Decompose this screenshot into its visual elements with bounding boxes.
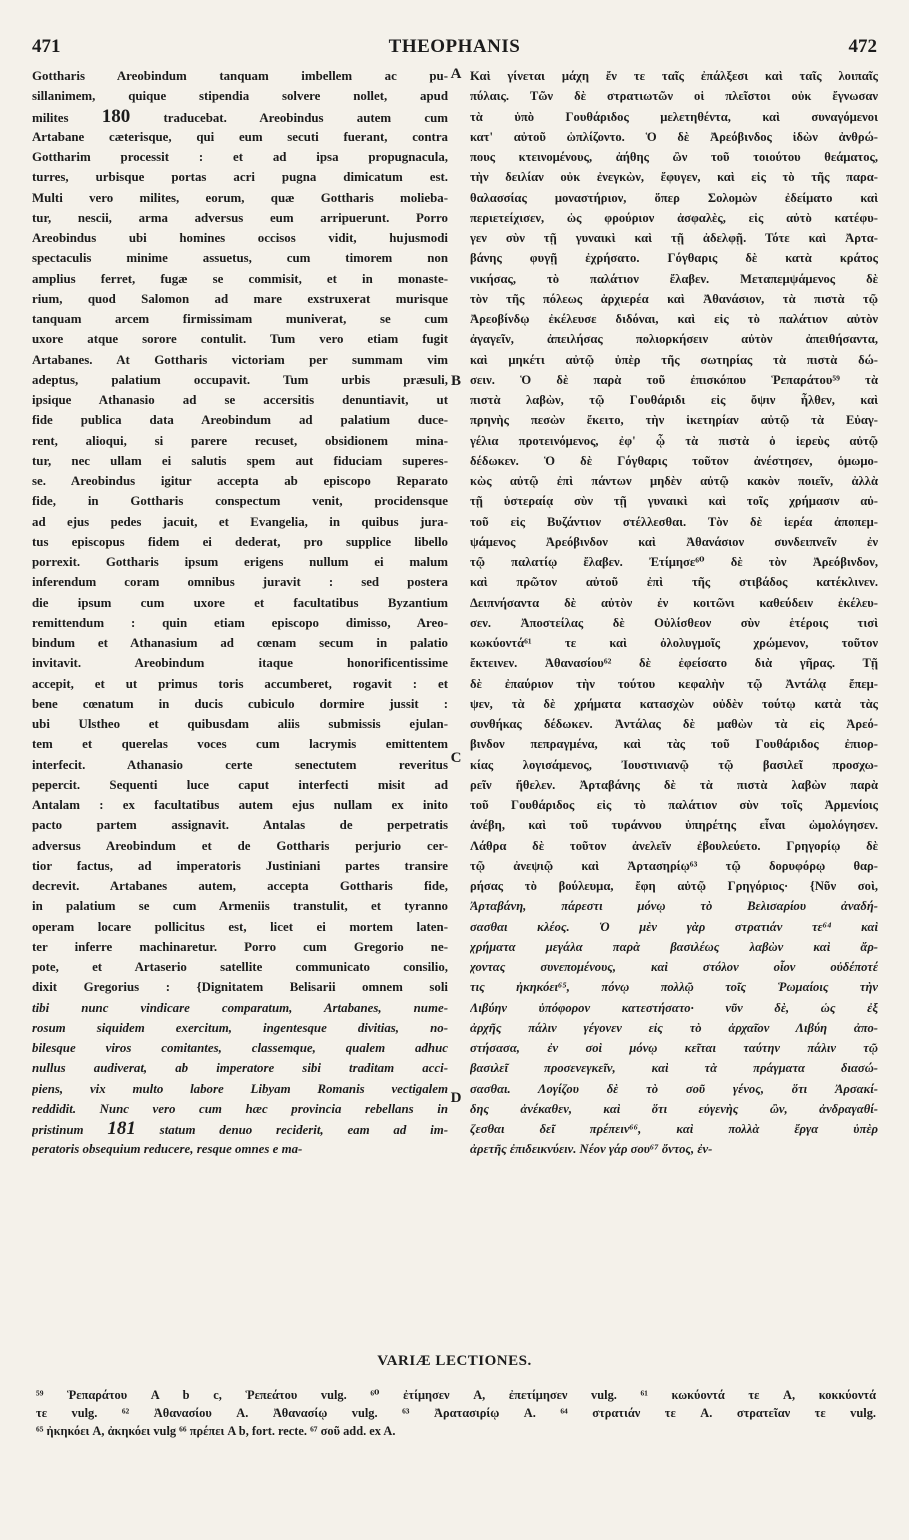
latin-line: bindum et Athanasium ad cœnam secum in palatio <box>32 636 448 650</box>
greek-line: στήσασα, ἐν σοὶ μόνῳ κεῖται ταύτην πάλιν τῷ <box>470 1041 878 1055</box>
latin-line: pepercit. Sequenti luce caput interfecti misit ad <box>32 777 448 792</box>
greek-line: ἔκτεινεν. Ἀθανασίου⁶² δὲ ἐφείσατο διὰ γῆρας. Τῇ <box>470 656 878 671</box>
latin-line: tur, nec ullam ei salutis spem aut fiduciam superes- <box>32 453 448 468</box>
latin-line: turres, urbisque portas acri pugna dimicatum est. <box>32 170 448 185</box>
latin-line: accepit, et ut primus toris accumberet, rogavit : et <box>32 676 448 691</box>
latin-line: rent, alioqui, si parere recuset, obsidionem mina- <box>32 433 448 448</box>
greek-line: Ἀρταβάνη, πάρεστι μόνῳ τὸ Βελισαρίου ἀναδή- <box>470 899 878 914</box>
greek-line: σασθαι κλέος. Ὁ μὲν γὰρ στρατιάν τε⁶⁴ καὶ <box>470 919 878 934</box>
greek-line: χοντας συνεπομένους, καὶ στόλον οἷον οὐδέποτέ <box>470 960 878 974</box>
greek-line: βινδον πεπραγμένα, καὶ τὰς τοῦ Γουθάριδος ἐπιορ- <box>470 737 878 752</box>
greek-line: τῇ ὑστεραίᾳ σὺν τῇ γυναικὶ καὶ τοῖς χρήμασιν αὐ- <box>470 494 878 509</box>
greek-line: δέδωκεν. Ὁ δὲ Γόγθαρις τοῦτον ἀνέστησεν, ὁμωμο- <box>470 453 878 468</box>
latin-line: Artabane cæterisque, qui eum secuti fuerant, contra <box>32 129 448 144</box>
latin-line: tior factus, ad imperatoris Justiniani partes transire <box>32 858 448 873</box>
latin-line: uxore atque sorore contulit. Tum vero etiam fugit <box>32 332 448 347</box>
latin-line: se. Areobindus igitur accepta ab episcopo Reparato <box>32 474 448 488</box>
variae-line: ⁶⁵ ἠκηκόει A, ἀκηκόει vulg ⁶⁶ πρέπει A b, fort. recte. ⁶⁷ σοῦ add. ex A. <box>36 1424 396 1438</box>
latin-line: nullus audiverat, ab imperatore sibi traditam acci- <box>32 1061 448 1076</box>
greek-line: ρήσας τὸ βούλευμα, ἔφη αὐτῷ Γρηγόριος· {Νῦν σοὶ, <box>470 879 878 893</box>
greek-line: ἀγαγεῖν, ἀπειλήσας πολιορκήσειν αὐτὸν ἀπειθήσαντα, <box>470 332 878 347</box>
greek-line: τὰ ὑπὸ Γουθάριδος μελετηθέντα, καὶ συναγόμενοι <box>470 109 878 124</box>
greek-line: γέλια προτεινόμενος, ἐφ' ᾧ τὰ πιστὰ ὁ ἱερεὺς αὐτῷ <box>470 433 878 448</box>
greek-line: πιστὰ λαβὼν, τῷ Γουθάριδι εἰς ὄψιν ἦλθεν, καὶ <box>470 393 878 407</box>
latin-line: porrexit. Gottharis ipsum erigens nullum ei malum <box>32 555 448 569</box>
latin-line: inferendum coram omnibus juravit : sed postera <box>32 575 448 590</box>
page-number-right: 472 <box>848 36 877 57</box>
greek-line: καὶ πρῶτον αὐτοῦ ἐπὶ τῆς στιβάδος κατέκλινεν. <box>470 575 878 590</box>
variae-line: τε vulg. ⁶² Ἀθανασίου A. Ἀθανασίῳ vulg. ⁶³ Ἀρατασιρίῳ A. ⁶⁴ στρατιάν τε A. στρατεῖαν τε vulg. <box>36 1406 876 1420</box>
margin-letter-b: B <box>450 373 461 389</box>
latin-line: bilesque viros comitantes, classemque, qualem adhuc <box>32 1041 448 1055</box>
latin-line: pristinum 181 statum denuo reciderit, eam ad im- <box>32 1119 448 1139</box>
greek-line: τοῦ Γουθάριδος εἰς τὸ παλάτιον σὺν τοῖς Ἀρμενίοις <box>470 798 878 812</box>
greek-line: ἀνέβη, καὶ τοῦ τυράννου ὑπηρέτης εἶναι ὡμολόγησεν. <box>470 818 878 833</box>
latin-line: pote, et Artaserio satellite communicato consilio, <box>32 960 448 974</box>
latin-line: Artabanes. At Gottharis victoriam per summam vim <box>32 352 448 367</box>
edition-page-number: 180 <box>101 106 131 127</box>
greek-line: τις ἠκηκόει⁶⁵, πόνῳ πολλῷ τοῖς Ῥωμαίοις τὴν <box>470 980 878 995</box>
greek-line: ζεσθαι δεῖ πρέπειν⁶⁶, καὶ πολλὰ ἔργα ὑπὲρ <box>470 1122 878 1136</box>
variae-lectiones <box>36 1386 876 1440</box>
greek-line: Δειπνήσαντα δὲ αὐτὸν ἐν κοιτῶνι καθεύδειν ἐκέλευ- <box>470 595 878 610</box>
latin-line: interfecit. Athanasio certe senectutem reveritus <box>32 757 448 772</box>
greek-line: πρηνὴς πεσὼν ἔκειτο, τὴν ἱκετηρίαν αὐτῷ τὰ Εὐαγ- <box>470 413 878 428</box>
greek-line: συνθήκας δέδωκεν. Ἀντάλας δὲ μαθὼν τὰ εἰς Ἀρεό- <box>470 717 878 731</box>
running-header <box>32 36 877 62</box>
latin-line: fide publica data Areobindum ad palatium duce- <box>32 413 448 428</box>
greek-line: ἀρετῆς ἐπιδεικνύειν. Νέον γάρ σου⁶⁷ ὄντος, ἐν- <box>470 1142 713 1157</box>
greek-line: κωκύοντά⁶¹ τε καὶ ὀλολυγμοῖς χρώμενον, τοῦτον <box>470 636 878 650</box>
greek-line: Καὶ γίνεται μάχη ἔν τε ταῖς ἐπάλξεσι καὶ ταῖς λοιπαῖς <box>470 69 878 83</box>
greek-line: Λιβύην ὑπόφορον κατεστήσατο· νῦν δὲ, ὡς ἐξ <box>470 1000 878 1015</box>
greek-line: κατ' αὐτοῦ ὡπλίζοντο. Ὁ δὲ Ἀρεόβινδος ἰδὼν ἀνθρώ- <box>470 129 878 144</box>
greek-line: βάνης φυγῇ ἐχρήσατο. Γόγθαρις δὲ κατὰ κράτος <box>470 251 878 266</box>
greek-line: δης ἀνέκαθεν, καὶ ὅτι εὐγενὴς ὢν, ἀνδραγαθί- <box>470 1101 878 1116</box>
latin-line: invitavit. Areobindum itaque honorificentissime <box>32 656 448 671</box>
latin-line: operam locare pollicitus est, licet ei mortem laten- <box>32 919 448 934</box>
latin-line: spectaculis minime assuetus, cum timorem non <box>32 251 448 266</box>
latin-line: rium, quod Salomon ad mare exstruxerat murisque <box>32 291 448 306</box>
greek-line: περιετείχισεν, ὡς φρούριον ἀσφαλὲς, εἰς αὐτὸ κατέφυ- <box>470 210 878 225</box>
latin-line: tus episcopus fidem ei dederat, pro supplice libello <box>32 534 448 549</box>
greek-line: χρήματα μεγάλα παρὰ βασιλέως λαβὼν καὶ ἄρ- <box>470 939 878 954</box>
greek-line: κίας λογισάμενος, Ἰουστινιανῷ τῷ βασιλεῖ προσχω- <box>470 757 878 772</box>
latin-line: bene cœnatum in ducis cubiculo dormire jussit : <box>32 696 448 711</box>
latin-line: amplius ferret, fugæ se commisit, et in monaste- <box>32 271 448 286</box>
greek-line: τὸν τῆς πόλεως ἀρχιερέα καὶ Ἀθανάσιον, τὰ πιστὰ τῷ <box>470 291 878 306</box>
latin-line: ubi Ulstheo et quibusdam aliis submissis ejulan- <box>32 717 448 731</box>
latin-line: remittendum : quin etiam episcopo dimisso, Areo- <box>32 615 448 630</box>
greek-line: σειν. Ὁ δὲ παρὰ τοῦ ἐπισκόπου Ῥεπαράτου⁵⁹ τὰ <box>470 372 878 387</box>
latin-line: ter inferre machinaretur. Porro cum Gregorio ne- <box>32 939 448 954</box>
greek-line: νικήσας, τὸ παλάτιον ἔλαβεν. Μεταπεμψάμενος δὲ <box>470 271 878 286</box>
latin-line: tur, nescii, arma adversus eum arripuerunt. Porro <box>32 210 448 225</box>
edition-page-number: 181 <box>107 1119 136 1139</box>
latin-line: piens, vix multo labore Libyam Romanis vectigalem <box>32 1081 448 1096</box>
latin-line: peratoris obsequium reducere, resque omnes e ma- <box>32 1142 303 1157</box>
latin-line: Gottharim processit : et ad ipsa propugnacula, <box>32 150 448 164</box>
latin-line: tanquam arcem firmissimam muniverat, se cum <box>32 312 448 326</box>
greek-line: σεν. Ἀποστείλας δὲ Οὐλίσθεον σὺν ἑτέροις τισὶ <box>470 615 878 630</box>
greek-line: τῷ παλατίῳ ἔλαβεν. Ἐτίμησε⁶⁰ δὲ τὸν Ἀρεόβινδον, <box>470 555 878 569</box>
latin-line: adversus Areobindum et de Gottharis perjurio cer- <box>32 838 448 853</box>
latin-line: Multi vero milites, eorum, quæ Gottharis molieba- <box>32 190 448 205</box>
latin-line: adeptus, palatium occupavit. Tum urbis præsuli, <box>32 372 448 387</box>
greek-line: πους κτεινομένους, ἀήθης ὢν τοῦ τοιούτου θεάματος, <box>470 150 878 164</box>
latin-line: in palatium se cum Armeniis transtulit, et tyranno <box>32 899 448 914</box>
latin-line: rosum siquidem exercitum, ingentesque divitias, no- <box>32 1020 448 1035</box>
greek-line: Ἀρεοβίνδῳ ἐκέλευσε διδόναι, καὶ εἰς τὸ παλάτιον αὐτὸν <box>470 312 878 326</box>
greek-line: ψάμενος Ἀρεόβινδον καὶ Ἀθανάσιον συνδειπνεῖν ἐν <box>470 534 878 549</box>
latin-line: sillanimem, quique stipendia solvere nollet, apud <box>32 89 448 104</box>
greek-line: δὲ ἐπαύριον τὴν τούτου κεφαλὴν τῷ Ἀντάλᾳ ἔπεμ- <box>470 676 878 691</box>
latin-line: Gottharis Areobindum tanquam imbellem ac pu- <box>32 69 448 83</box>
latin-line: Areobindus ubi homines occisos vidit, hujusmodi <box>32 231 448 245</box>
margin-letter-d: D <box>450 1090 462 1106</box>
running-title: THEOPHANIS <box>388 36 521 57</box>
variae-lectiones-title: VARIÆ LECTIONES. <box>377 1353 532 1369</box>
greek-line: σασθαι. Λογίζου δὲ τὸ σοῦ γένος, ὅτι Ἀρσακί- <box>470 1081 878 1096</box>
page-number-left: 471 <box>32 36 61 57</box>
greek-line: βασιλεῖ προσενεγκεῖν, καὶ τὰ πράγματα διασώ- <box>470 1061 878 1076</box>
latin-line: tibi nunc vindicare comparatum, Artabanes, nume- <box>32 1000 448 1015</box>
latin-line: die ipsum cum uxore et facultatibus Byzantium <box>32 595 448 610</box>
latin-line: ad ejus pedes jacuit, et Evangelia, in quibus jura- <box>32 514 448 529</box>
latin-column <box>32 66 448 1160</box>
latin-line: fide, in Gottharis conspectum venit, procidensque <box>32 494 448 509</box>
greek-line: θαλασσίας μοναστήριον, ὅπερ Σολομὼν ἐδείματο καὶ <box>470 190 878 205</box>
greek-line: πύλαις. Τῶν δὲ στρατιωτῶν οἱ πλεῖστοι οὐκ ἔγνωσαν <box>470 89 878 104</box>
variae-line: ⁵⁹ Ῥεπαράτου A b c, Ῥεπεάτου vulg. ⁶⁰ ἐτίμησεν A, ἐπετίμησεν vulg. ⁶¹ κωκύοντά τε A, κοκκύοντά <box>36 1388 876 1402</box>
latin-line: pacto partem assignavit. Antalas de perpetratis <box>32 818 448 833</box>
margin-letter-a: A <box>450 66 462 82</box>
greek-line: ψεν, τὰ δὲ χρήματα κατασχὼν οὐδὲν τούτῳ κατὰ τὰς <box>470 696 878 711</box>
greek-line: τῷ ἀνεψιῷ καὶ Ἀρτασηρίῳ⁶³ τῷ δορυφόρῳ θαρ- <box>470 858 878 873</box>
greek-line: τὴν δειλίαν οὐκ ἐνεγκὼν, ἔφυγεν, καὶ εἰς τὸ τῆς παρα- <box>470 170 878 185</box>
latin-line: reddidit. Nunc vero cum hæc provincia rebellans in <box>32 1101 448 1116</box>
greek-column <box>470 66 878 1160</box>
greek-line: γεν σὺν τῇ γυναικὶ καὶ τῇ ἀδελφῇ. Τότε καὶ Ἀρτα- <box>470 231 878 245</box>
greek-line: κὼς αὐτῷ ἐπὶ πάντων μηδὲν αὐτῷ κακὸν ποιεῖν, ἀλλὰ <box>470 474 878 488</box>
latin-line: milites 180 traducebat. Areobindus autem cum <box>32 106 448 127</box>
greek-line: καὶ μηκέτι αὐτῷ ὑπὲρ τῆς σωτηρίας τὰ πιστὰ δώ- <box>470 352 878 367</box>
margin-letter-c: C <box>450 750 462 766</box>
greek-line: τοῦ εἰς Βυζάντιον στέλλεσθαι. Τὸν δὲ ἱερέα ἀποπεμ- <box>470 514 878 529</box>
latin-line: ipsique Athanasio ad se accersitis denuntiavit, ut <box>32 393 448 407</box>
greek-line: Λάθρα δὲ τοῦτον ἀνελεῖν ἐβουλεύετο. Γρηγορίῳ δὲ <box>470 838 878 853</box>
greek-line: ἀρχῆς πάλιν γέγονεν εἰς τὸ ἀρχαῖον Λιβύη ἀπο- <box>470 1020 878 1035</box>
latin-line: tem et querelas voces cum lacrymis emittentem <box>32 737 448 752</box>
latin-line: Antalam : ex facultatibus autem ejus nullam ex inito <box>32 798 448 812</box>
greek-line: ρεῖν ἤθελεν. Ἀρταβάνης δὲ τὰ πιστὰ λαβὼν παρὰ <box>470 777 878 792</box>
latin-line: dixit Gregorius : {Dignitatem Belisarii omnem soli <box>32 980 448 995</box>
latin-line: decrevit. Artabanes autem, accepta Gottharis fide, <box>32 879 448 893</box>
